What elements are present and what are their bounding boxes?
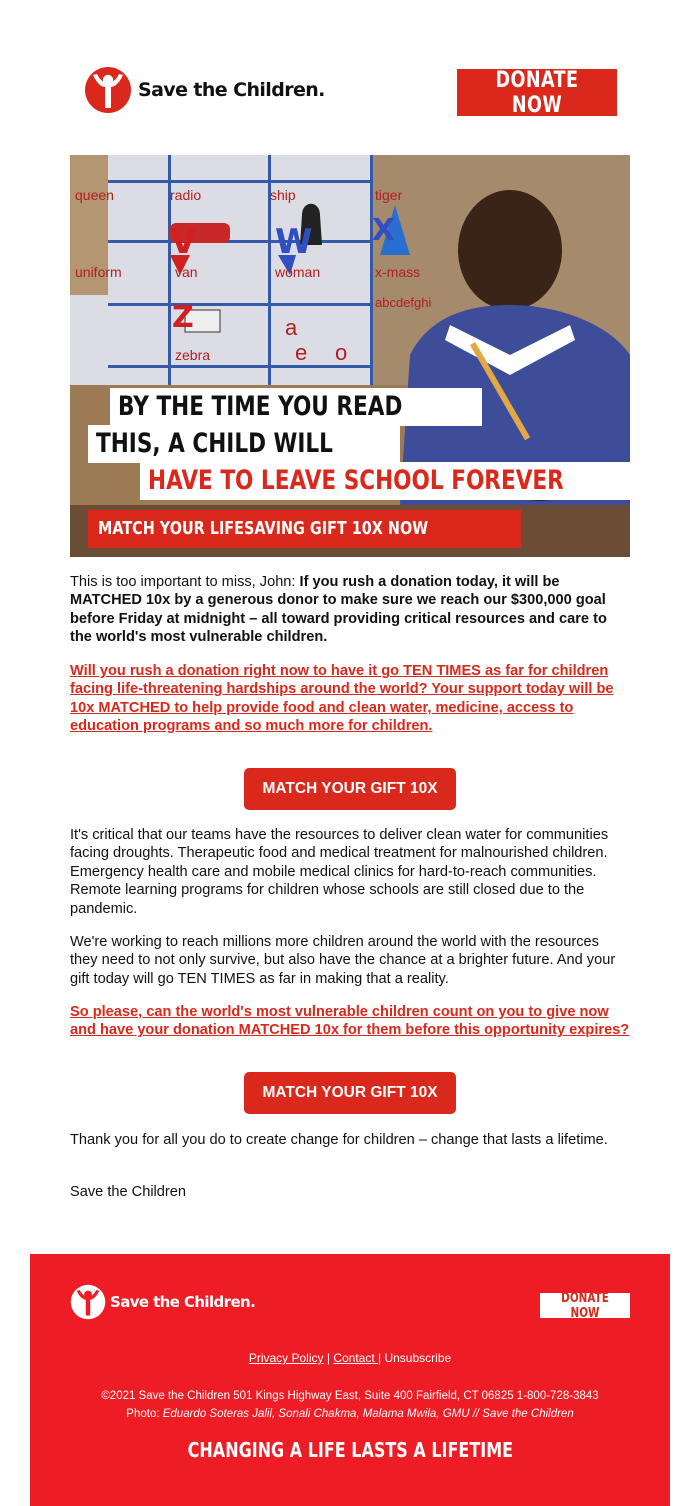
hero-headline-line-2: THIS, A CHILD WILL: [88, 425, 400, 463]
signature: Save the Children: [70, 1184, 187, 1200]
save-the-children-logo-icon: [84, 66, 132, 114]
chart-word: ship: [270, 187, 296, 203]
match-gift-button-2[interactable]: MATCH YOUR GIFT 10X: [244, 1072, 456, 1114]
donate-now-button[interactable]: [457, 69, 617, 116]
hero-headline-line-3: HAVE TO LEAVE SCHOOL FOREVER: [140, 462, 630, 500]
appeal-link-1[interactable]: Will you rush a donation right now to have it go TEN TIMES as far for children facing life-threatening hardships around the world? Your support today will be 10x MATCHED to help provide food and clean water, medicine, access to education programs and so much more for children.: [70, 663, 614, 735]
appeal-link-2[interactable]: So please, can the world's most vulnerable children count on you to give now and have your donation MATCHED 10x for them before this opportunity expires?: [70, 1004, 630, 1039]
footer-link-separator: |: [378, 1351, 385, 1365]
footer-link-separator: |: [323, 1351, 334, 1365]
match-gift-button-1[interactable]: MATCH YOUR GIFT 10X: [244, 768, 456, 810]
chart-word: a: [285, 315, 298, 340]
body-paragraph-reach: We're working to reach millions more children around the world with the resources they need to not only survive, but also have the chance at a brighter future. And your gift today will go TEN TIMES as far in making that a reality.: [70, 934, 616, 987]
chart-letter: W: [275, 222, 313, 262]
chart-word: uniform: [75, 264, 122, 280]
chart-word: o: [335, 340, 348, 365]
chart-word: van: [175, 264, 198, 280]
hero-image[interactable]: [70, 155, 630, 557]
appeal-paragraph-2: [70, 1003, 630, 1040]
intro-paragraph: [70, 573, 630, 647]
body-paragraph-teams: It's critical that our teams have the resources to deliver clean water for communities facing droughts. Therapeutic food and medical treatment for malnourished children. Emergency health care and mobile medical clinics for hard-to-reach communities. Remote learning programs for children whose schools are still closed due to the pandemic.: [70, 827, 609, 917]
contact-link[interactable]: Contact: [333, 1351, 379, 1365]
save-the-children-logo-icon: [70, 1284, 106, 1320]
photo-credits-prefix: Photo:: [126, 1408, 163, 1420]
footer-photo-credits: [30, 1406, 670, 1423]
chart-word: radio: [170, 187, 202, 203]
thank-you-paragraph: Thank you for all you do to create change for children – change that lasts a lifetime.: [70, 1132, 608, 1148]
logo-text: Save the Children.: [138, 79, 325, 101]
privacy-policy-link[interactable]: Privacy Policy: [248, 1351, 324, 1365]
chart-letter: Z: [172, 300, 194, 335]
footer-donate-button[interactable]: [540, 1290, 630, 1321]
footer-tagline: CHANGING A LIFE LASTS A LIFETIME: [187, 1438, 513, 1462]
footer-donate-label: DONATE NOW: [561, 1290, 609, 1321]
chart-word: abcdefghi: [375, 295, 432, 310]
header-logo[interactable]: [84, 66, 325, 114]
hero-cta-banner[interactable]: MATCH YOUR LIFESAVING GIFT 10X NOW: [88, 510, 521, 548]
footer-address: ©2021 Save the Children 501 Kings Highway East, Suite 400 Fairfield, CT 06825 1-800-728-3843: [101, 1390, 599, 1402]
footer-links: [30, 1351, 670, 1365]
intro-text: This is too important to miss, John:: [70, 574, 300, 590]
footer-logo[interactable]: [70, 1284, 255, 1320]
chart-word: woman: [275, 264, 321, 280]
hero-headline-line-1: BY THE TIME YOU READ: [110, 388, 482, 426]
chart-word: queen: [75, 187, 114, 203]
chart-letter: V: [170, 222, 197, 262]
unsubscribe-link[interactable]: Unsubscribe: [384, 1351, 452, 1365]
chart-word: x-mass: [375, 264, 421, 280]
chart-letter: X: [372, 213, 396, 248]
footer: [30, 1254, 670, 1506]
appeal-paragraph-1: [70, 662, 630, 736]
intro-bold-text: If you rush a donation today, it will be MATCHED 10x by a generous donor to make sure we reach our $300,000 goal before Friday at midnight – all toward providing critical resources and care to the world's most vulnerable children.: [70, 574, 607, 646]
chart-word: zebra: [175, 347, 211, 363]
photo-credits-names: Eduardo Soteras Jalil, Sonali Chakma, Malama Mwila, GMU // Save the Children: [162, 1408, 574, 1420]
chart-word: e: [295, 340, 308, 365]
footer-logo-text: Save the Children.: [110, 1293, 256, 1311]
donate-now-label: DONATE NOW: [495, 67, 579, 118]
chart-word: tiger: [375, 187, 403, 203]
